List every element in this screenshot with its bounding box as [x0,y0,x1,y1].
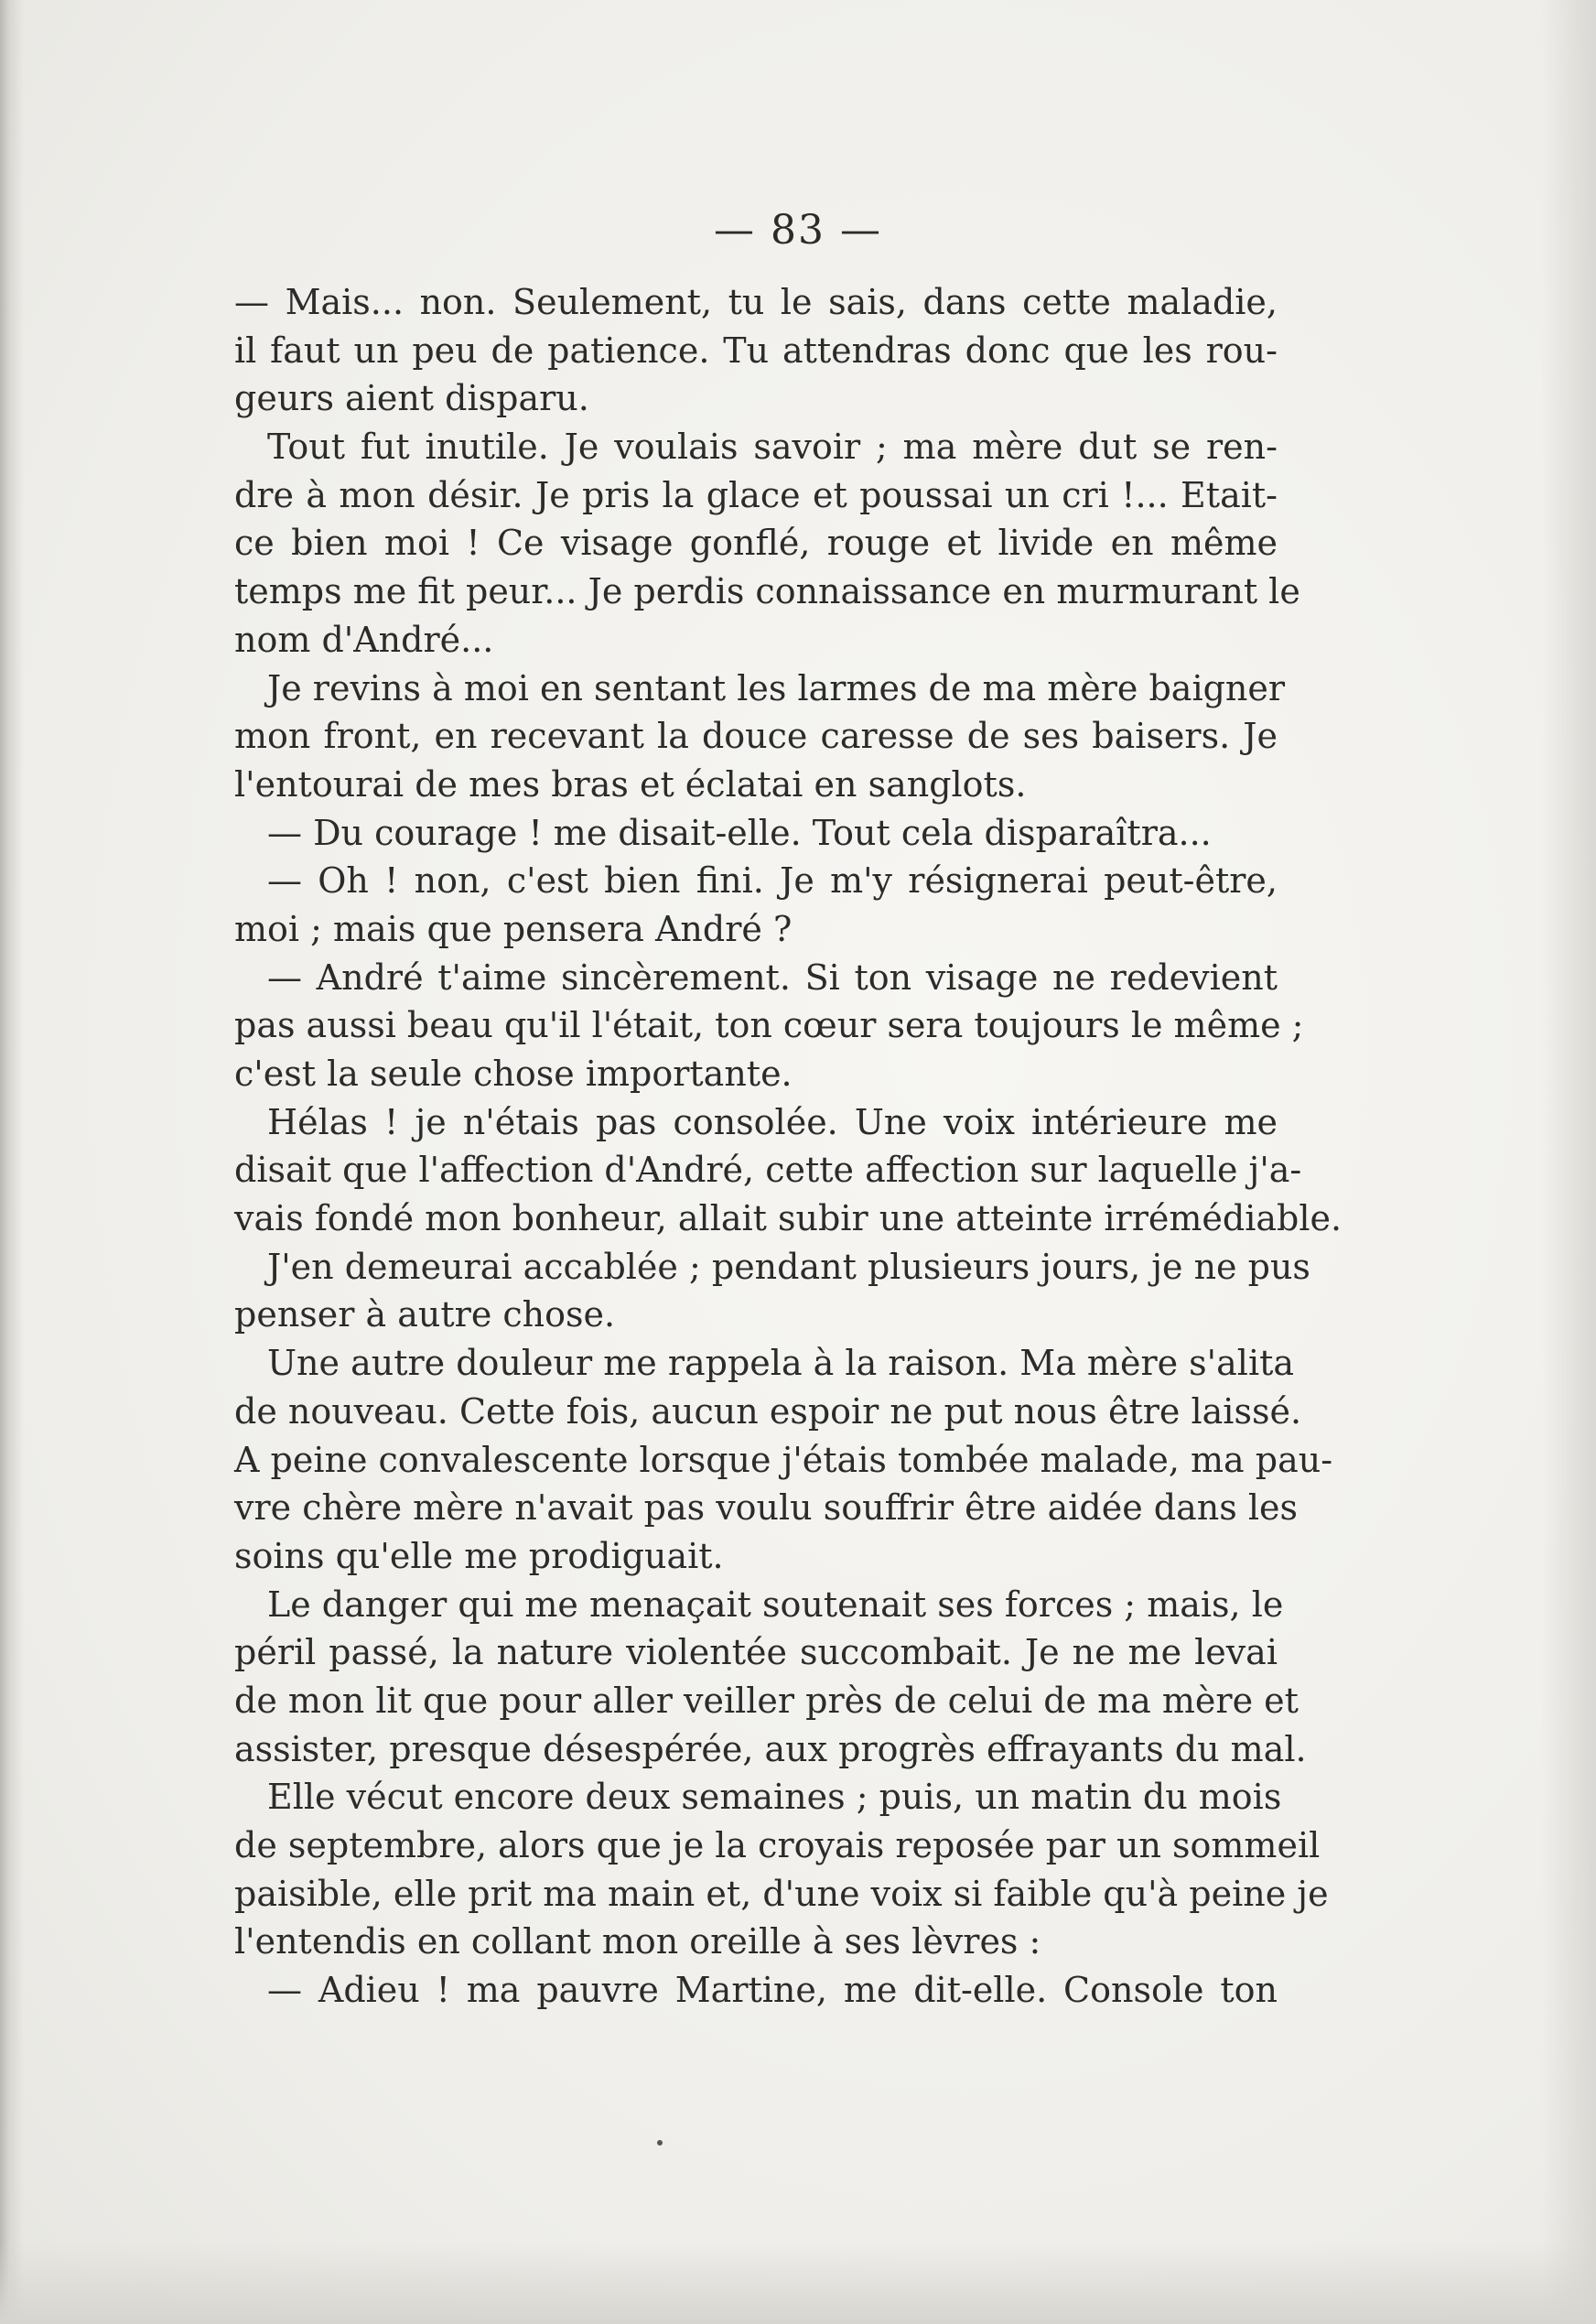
text-line: Une autre douleur me rappela à la raison. Ma mère s'alita [267,1343,1295,1384]
page-edge-right [1541,0,1596,2324]
text-line: J'en demeurai accablée ; pendant plusieurs jours, je ne pus [267,1246,1310,1287]
page-edge-bottom [0,2242,1596,2324]
text-line: Tout fut inutile. Je voulais savoir ; ma mère dut se ren- [267,427,1278,468]
text-line: ce bien moi ! Ce visage gonflé, rouge et livide en même [234,523,1278,564]
text-line: c'est la seule chose importante. [234,1054,793,1094]
text-line: pas aussi beau qu'il l'était, ton cœur sera toujours le même ; [234,1005,1304,1046]
text-line: de septembre, alors que je la croyais reposée par un sommeil [234,1825,1321,1865]
text-line: l'entourai de mes bras et éclatai en sanglots. [234,763,1027,805]
text-line: — Oh ! non, c'est bien fini. Je m'y résignerai peut-être, [267,860,1278,902]
text-line: geurs aient disparu. [234,378,589,419]
text-line: assister, presque désespérée, aux progrès effrayants du mal. [234,1728,1307,1769]
text-line: dre à mon désir. Je pris la glace et poussai un cri !... Etait- [234,474,1278,515]
text-line: paisible, elle prit ma main et, d'une voix si faible qu'à peine je [234,1873,1329,1914]
text-line: soins qu'elle me prodiguait. [234,1535,724,1576]
text-line: de nouveau. Cette fois, aucun espoir ne put nous être laissé. [234,1390,1302,1432]
text-line: Le danger qui me menaçait soutenait ses forces ; mais, le [267,1584,1284,1625]
text-line: vais fondé mon bonheur, allait subir une atteinte irrémédiable. [234,1198,1343,1239]
text-line: A peine convalescente lorsque j'étais tombée malade, ma pau- [234,1439,1333,1480]
text-line: l'entendis en collant mon oreille à ses lèvres : [234,1921,1041,1962]
text-line: Hélas ! je n'étais pas consolée. Une voix intérieure me [267,1101,1278,1142]
text-line: péril passé, la nature violentée succombait. Je ne me levai [234,1632,1278,1673]
text-line: Je revins à moi en sentant les larmes de ma mère baigner [267,667,1286,708]
text-line: il faut un peu de patience. Tu attendras donc que les rou- [234,330,1278,371]
page-edge-left [0,0,24,2324]
text-line: temps me fit peur... Je perdis connaissance en murmurant le [234,571,1300,612]
text-line: nom d'André... [234,619,494,660]
text-line: disait que l'affection d'André, cette affection sur laquelle j'a- [234,1150,1302,1191]
ink-speck [657,2140,663,2146]
text-line: — Adieu ! ma pauvre Martine, me dit-elle. Console ton [267,1970,1278,2011]
text-line: — Du courage ! me disait-elle. Tout cela disparaîtra... [267,812,1212,853]
text-line: — André t'aime sincèrement. Si ton visage ne redevient [267,957,1278,998]
text-line: moi ; mais que pensera André ? [234,908,793,949]
text-line: de mon lit que pour aller veiller près de celui de ma mère et [234,1680,1299,1721]
text-line: penser à autre chose. [234,1294,616,1335]
body-text [234,278,1343,2015]
text-line: Elle vécut encore deux semaines ; puis, un matin du mois [267,1777,1282,1818]
text-line: mon front, en recevant la douce caresse de ses baisers. Je [234,716,1278,757]
page-number: — 83 — [714,207,882,254]
text-line: vre chère mère n'avait pas voulu souffrir être aidée dans les [234,1487,1298,1529]
text-line: — Mais... non. Seulement, tu le sais, dans cette maladie, [234,282,1278,322]
